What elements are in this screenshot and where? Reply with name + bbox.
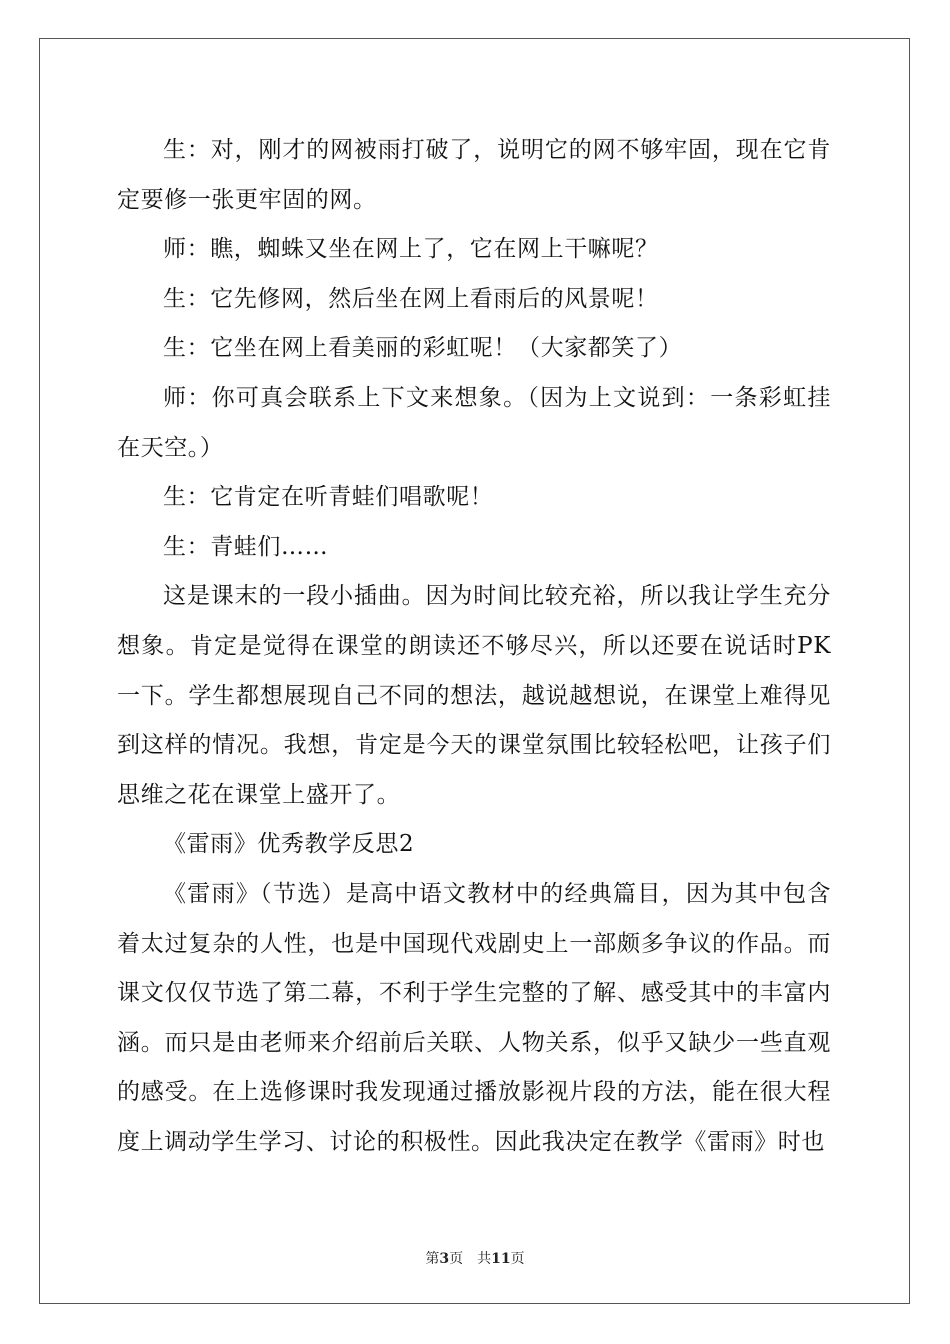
page-suffix: 页	[449, 1251, 464, 1267]
page-footer	[0, 1248, 950, 1268]
total-prefix: 共	[477, 1251, 492, 1267]
paragraph: 生：青蛙们……	[163, 533, 329, 560]
document-body	[117, 126, 831, 1167]
paragraph: 生：它肯定在听青蛙们唱歌呢！	[163, 484, 494, 511]
paragraph: 生：它先修网，然后坐在网上看雨后的风景呢！	[163, 285, 659, 312]
paragraph: 生：它坐在网上看美丽的彩虹呢！（大家都笑了）	[163, 335, 683, 362]
section-heading: 《雷雨》优秀教学反思2	[163, 831, 415, 858]
total-suffix: 页	[510, 1251, 525, 1267]
total-pages: 11	[491, 1251, 511, 1267]
paragraph: 《雷雨》（节选）是高中语文教材中的经典篇目，因为其中包含着太过复杂的人性，也是中国现代戏剧史上一部颇多争议的作品。而课文仅仅节选了第二幕，不利于学生完整的了解、感受其中的丰富内涵。而只是由老师来介绍前后关联、人物关系，似乎又缺少一些直观的感受。在上选修课时我发现通过播放影视片段的方法，能在很大程度上调动学生学习、讨论的积极性。因此我决定在教学《雷雨》时也	[117, 880, 831, 1155]
paragraph: 生：对，刚才的网被雨打破了，说明它的网不够牢固，现在它肯定要修一张更牢固的网。	[117, 137, 831, 213]
paragraph: 师：瞧，蜘蛛又坐在网上了，它在网上干嘛呢？	[163, 236, 659, 263]
paragraph: 这是课末的一段小插曲。因为时间比较充裕，所以我让学生充分想象。肯定是觉得在课堂的朗读还不够尽兴，所以还要在说话时PK一下。学生都想展现自己不同的想法，越说越想说，在课堂上难得见到这样的情况。我想，肯定是今天的课堂氛围比较轻松吧，让孩子们思维之花在课堂上盛开了。	[117, 583, 831, 808]
page-prefix: 第	[425, 1251, 440, 1267]
paragraph: 师：你可真会联系上下文来想象。（因为上文说到：一条彩虹挂在天空。）	[117, 384, 831, 461]
page-number: 3	[439, 1251, 450, 1267]
